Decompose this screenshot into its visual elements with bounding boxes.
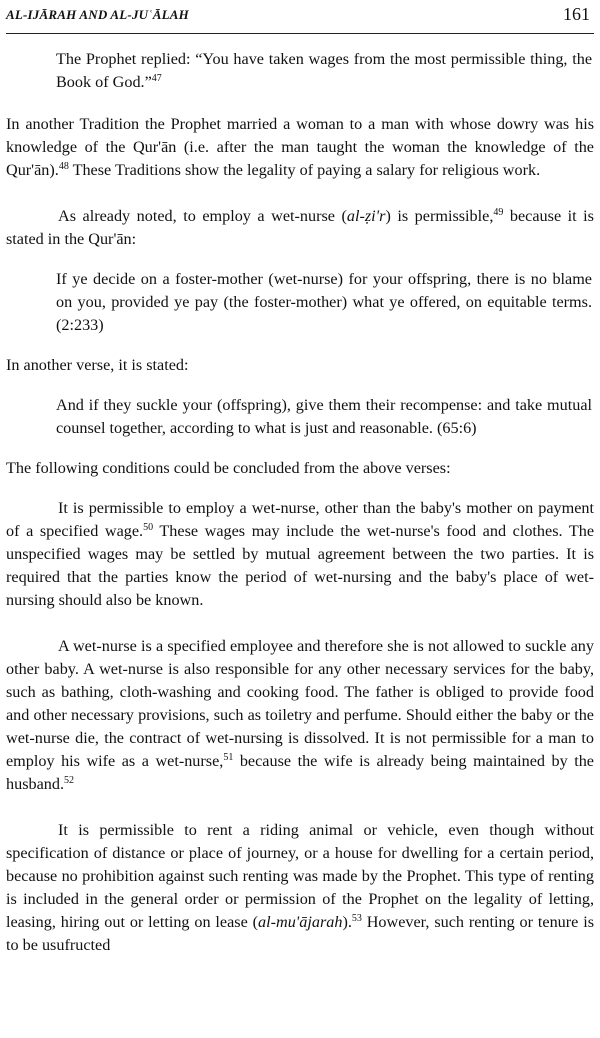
footnote-ref: 50 bbox=[143, 522, 154, 533]
footnote-ref: 53 bbox=[351, 913, 362, 924]
paragraph-text: because the wife is already being maintained by the husband. bbox=[6, 752, 594, 793]
footnote-ref: 52 bbox=[64, 775, 74, 786]
paragraph-conditions bbox=[6, 457, 594, 480]
paragraph-text: However, such renting or tenure is to be usufructed bbox=[6, 913, 594, 954]
header-rule bbox=[6, 33, 594, 34]
quote-text: If ye decide on a foster-mother (wet-nurse) for your offspring, there is no blame on you, provided ye pay (the foster-mother) what ye offered, on equitable terms. (2:233) bbox=[56, 270, 592, 334]
quote-text: And if they suckle your (offspring), give them their recompense: and take mutual counsel together, according to what is just and reasonable. (65:6) bbox=[56, 396, 592, 437]
paragraph-text: ) is permissible, bbox=[385, 207, 494, 225]
running-head: AL-IJĀRAH AND AL-JUʿĀLAH bbox=[6, 7, 189, 22]
paragraph-text: A wet-nurse is a specified employee and therefore she is not allowed to suckle any other baby. A wet-nurse is also responsible for any other necessary services for the baby, such as bathing, cloth-washing and cooking food. The father is obliged to provide food and other necessary provisions, such as toiletry and perfume. Should either the baby or the wet-nurse die, the contract of wet-nursing is dissolved. It is not permissible for a man to employ his wife as a wet-nurse, bbox=[6, 637, 594, 770]
quote-text: The Prophet replied: “You have taken wages from the most permissible thing, the Book of God.” bbox=[56, 50, 592, 91]
page-header bbox=[6, 4, 590, 30]
paragraph-text: As already noted, to employ a wet-nurse ( bbox=[58, 207, 347, 225]
paragraph-text: The following conditions could be concluded from the above verses: bbox=[6, 459, 451, 477]
footnote-ref: 48 bbox=[58, 161, 69, 172]
quote-verse-65-6 bbox=[6, 394, 594, 440]
paragraph-specified-employee bbox=[6, 635, 594, 796]
footnote-ref: 47 bbox=[151, 73, 162, 84]
paragraph-text: These wages may include the wet-nurse's food and clothes. The unspecified wages may be settled by mutual agreement between the two parties. It is required that the parties know the period of wet-nursing and the baby's place of wet-nursing should also be known. bbox=[6, 522, 595, 609]
paragraph-renting bbox=[6, 819, 594, 957]
page-number: 161 bbox=[563, 4, 590, 24]
paragraph-text: These Traditions show the legality of paying a salary for religious work. bbox=[68, 161, 541, 179]
paragraph-text: It is permissible to employ a wet-nurse, other than the baby's mother on payment of a specified wage. bbox=[6, 499, 594, 540]
quote-verse-2-233 bbox=[6, 268, 594, 337]
paragraph-text: In another verse, it is stated: bbox=[6, 356, 189, 374]
paragraph-text: ). bbox=[342, 913, 352, 931]
transliterated-term: al-ẓi'r bbox=[346, 207, 386, 225]
paragraph-text: It is permissible to rent a riding animal or vehicle, even though without specification of distance or place of journey, or a house for dwelling for a certain period, because no prohibition against such renting was made by the Prophet. This type of renting is included in the general order or permission of the Prophet on the legality of letting, leasing, hiring out or letting on lease ( bbox=[6, 821, 594, 931]
footnote-ref: 51 bbox=[223, 752, 234, 763]
quote-prophet-reply bbox=[6, 48, 594, 94]
paragraph-text: because it is stated in the Qur'ān: bbox=[6, 207, 594, 248]
paragraph-text: In another Tradition the Prophet married a woman to a man with whose dowry was his knowledge of the Qur'ān (i.e. after the man taught the woman the knowledge of the Qur'ān). bbox=[6, 115, 594, 179]
paragraph-another-verse bbox=[6, 354, 594, 377]
transliterated-term: al-mu'ājarah bbox=[258, 913, 343, 931]
paragraph-wet-nurse-intro bbox=[6, 205, 594, 251]
footnote-ref: 49 bbox=[493, 207, 504, 218]
paragraph-dowry-tradition bbox=[6, 113, 594, 182]
body-text bbox=[6, 48, 594, 957]
paragraph-specified-wage bbox=[6, 497, 594, 612]
